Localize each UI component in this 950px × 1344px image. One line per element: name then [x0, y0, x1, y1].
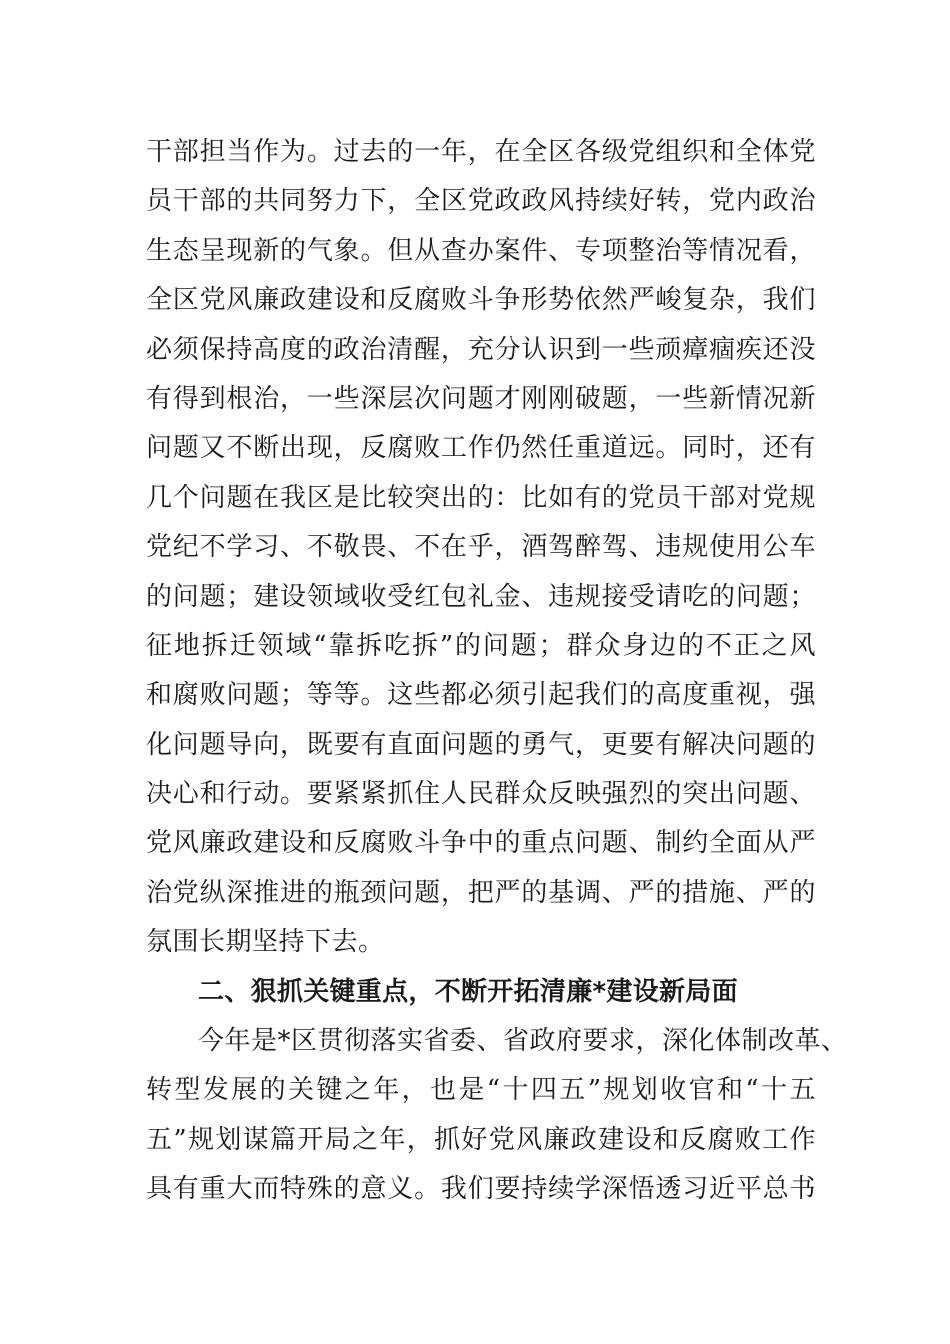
text-line: 今年是*区贯彻落实省委、省政府要求，深化体制改革、	[198, 1026, 848, 1057]
section-heading: 二、狠抓关键重点，不断开拓清廉*建设新局面	[198, 976, 738, 1007]
text-line: 生态呈现新的气象。但从查办案件、专项整治等情况看，	[146, 235, 816, 266]
text-line: 全区党风廉政建设和反腐败斗争形势依然严峻复杂，我们	[146, 285, 816, 316]
document-body	[146, 128, 848, 1215]
text-line: 五”规划谋篇开局之年，抓好党风廉政建设和反腐败工作	[146, 1124, 816, 1155]
text-line: 转型发展的关键之年，也是“十四五”规划收官和“十五	[146, 1075, 816, 1106]
text-line: 具有重大而特殊的意义。我们要持续学深悟透习近平总书	[146, 1174, 816, 1205]
text-line: 问题又不断出现，反腐败工作仍然任重道远。同时，还有	[146, 433, 816, 464]
text-line: 决心和行动。要紧紧抓住人民群众反映强烈的突出问题、	[146, 779, 816, 810]
text-line: 员干部的共同努力下，全区党政政风持续好转，党内政治	[146, 186, 816, 217]
text-line: 党风廉政建设和反腐败斗争中的重点问题、制约全面从严	[146, 828, 816, 859]
text-line: 化问题导向，既要有直面问题的勇气，更要有解决问题的	[146, 729, 816, 760]
text-line: 党纪不学习、不敬畏、不在乎，酒驾醉驾、违规使用公车	[146, 532, 816, 563]
text-line: 治党纵深推进的瓶颈问题，把严的基调、严的措施、严的	[146, 877, 816, 908]
text-line: 的问题；建设领域收受红包礼金、违规接受请吃的问题；	[146, 581, 816, 612]
text-line: 氛围长期坚持下去。	[146, 927, 385, 958]
text-line: 征地拆迁领域“靠拆吃拆”的问题；群众身边的不正之风	[146, 630, 816, 661]
text-line: 和腐败问题；等等。这些都必须引起我们的高度重视，强	[146, 680, 816, 711]
text-line: 必须保持高度的政治清醒，充分认识到一些顽瘴痼疾还没	[146, 334, 816, 365]
text-line: 有得到根治，一些深层次问题才刚刚破题，一些新情况新	[146, 383, 816, 414]
text-line: 干部担当作为。过去的一年，在全区各级党组织和全体党	[146, 137, 816, 167]
text-line: 几个问题在我区是比较突出的：比如有的党员干部对党规	[146, 482, 816, 513]
